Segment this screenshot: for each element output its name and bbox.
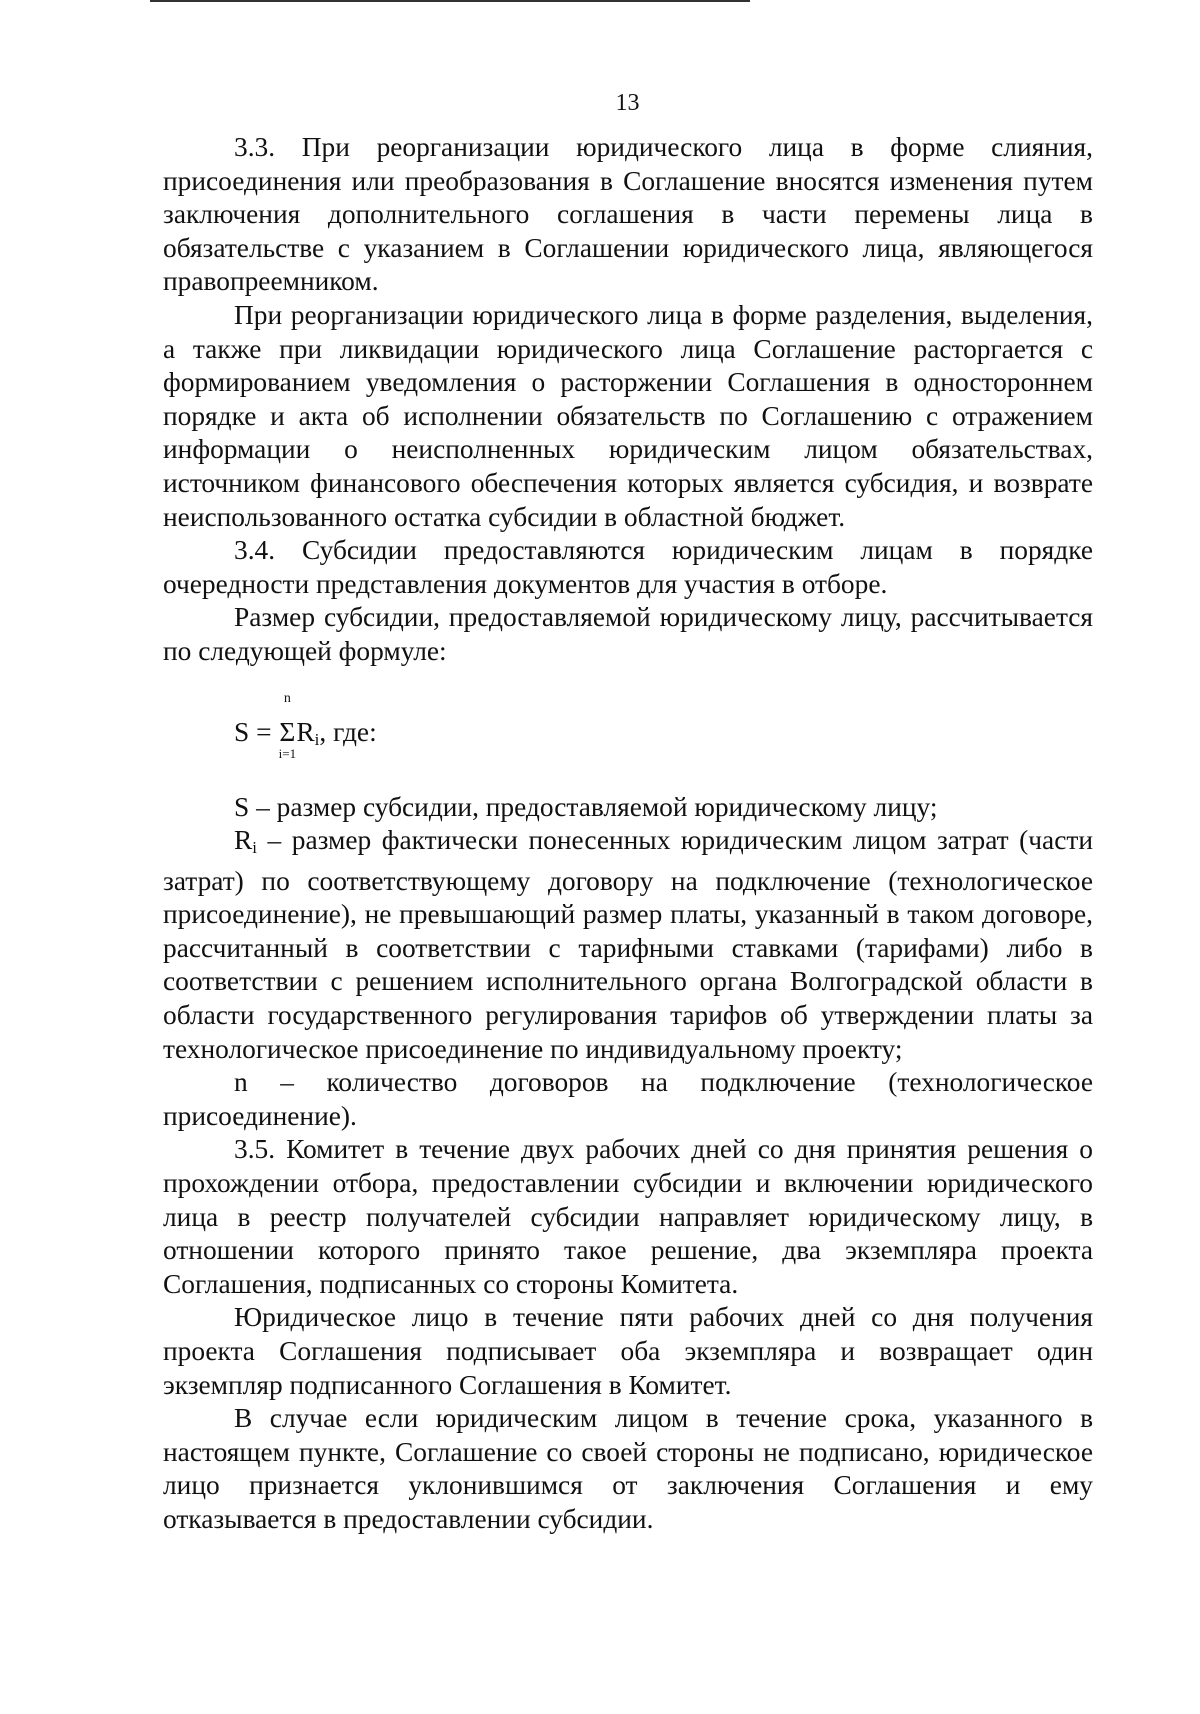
paragraph-3-3-reorganization-division: При реорганизации юридического лица в форме разделения, выделения, а также при ликвидации юридического лица Соглашение расторгается с формированием уведомления о расторжении Соглашения в одностороннем порядке и акта об исполнении обязательств по Соглашению с отражением информации о неисполненных юридическим лицом обязательствах, источником финансового обеспечения которых является субсидия, и возврате неиспользованного остатка субсидии в областной бюджет. (163, 299, 1093, 532)
scan-edge-line (150, 0, 750, 2)
sigma-glyph: Σ (279, 716, 296, 747)
formula-term: R (296, 716, 315, 747)
definition-r (163, 824, 1093, 1066)
paragraph-3-3-reorganization-merger: 3.3. При реорганизации юридического лица в форме слияния, присоединения или преобразования в Соглашение вносятся изменения путем заключения дополнительного соглашения в части перемены лица в обязательстве с указанием в Соглашении юридического лица, являющегося правопреемником. (163, 132, 1093, 297)
definition-r-subscript: i (252, 838, 258, 858)
formula-expression (234, 690, 377, 761)
document-body (163, 131, 1093, 1537)
definition-n: n – количество договоров на подключение (технологическое присоединение). (163, 1067, 1093, 1131)
formula-term-subscript: i (314, 729, 320, 749)
summation-lower-limit: i=1 (278, 745, 297, 761)
definition-s: S – размер субсидии, предоставляемой юридическому лицу; (234, 791, 938, 822)
summation-symbol (278, 690, 297, 761)
paragraph-3-5-refusal: В случае если юридическим лицом в течение срока, указанного в настоящем пункте, Соглашение со своей стороны не подписано, юридическое лицо признается уклонившимся от заключения Соглашения и ему отказывается в предоставлении субсидии. (163, 1403, 1093, 1534)
paragraph-3-4-subsidy-size: Размер субсидии, предоставляемой юридическому лицу, рассчитывается по следующей формуле: (163, 602, 1093, 666)
subsidy-formula (163, 671, 1093, 791)
formula-suffix: , где: (319, 716, 377, 747)
paragraph-3-5-signing: Юридическое лицо в течение пяти рабочих дней со дня получения проекта Соглашения подписывает оба экземпляра и возвращает один экземпляр подписанного Соглашения в Комитет. (163, 1302, 1093, 1400)
definition-r-symbol: R (234, 825, 253, 856)
paragraph-3-5-committee-decision: 3.5. Комитет в течение двух рабочих дней со дня принятия решения о прохождении отбора, предоставлении субсидии и включении юридического лица в реестр получателей субсидии направляет юридическому лицу, в отношении которого принято такое решение, два экземпляра проекта Соглашения, подписанных со стороны Комитета. (163, 1134, 1093, 1299)
paragraph-3-4-subsidy-order: 3.4. Субсидии предоставляются юридическим лицам в порядке очередности представления документов для участия в отборе. (163, 535, 1093, 599)
summation-upper-limit: n (283, 690, 291, 706)
definition-r-text: – размер фактически понесенных юридическим лицом затрат (части затрат) по соответствующему договору на подключение (технологическое присоединение), не превышающий размер платы, указанный в таком договоре, рассчитанный в соответствии с тарифными ставками (тарифами) либо в соответствии с решением исполнительного органа Волгоградской области в области государственного регулирования тарифов об утверждении платы за технологическое присоединение по индивидуальному проекту; (163, 825, 1093, 1064)
page-number: 13 (615, 90, 640, 116)
formula-lhs: S = (234, 716, 279, 747)
